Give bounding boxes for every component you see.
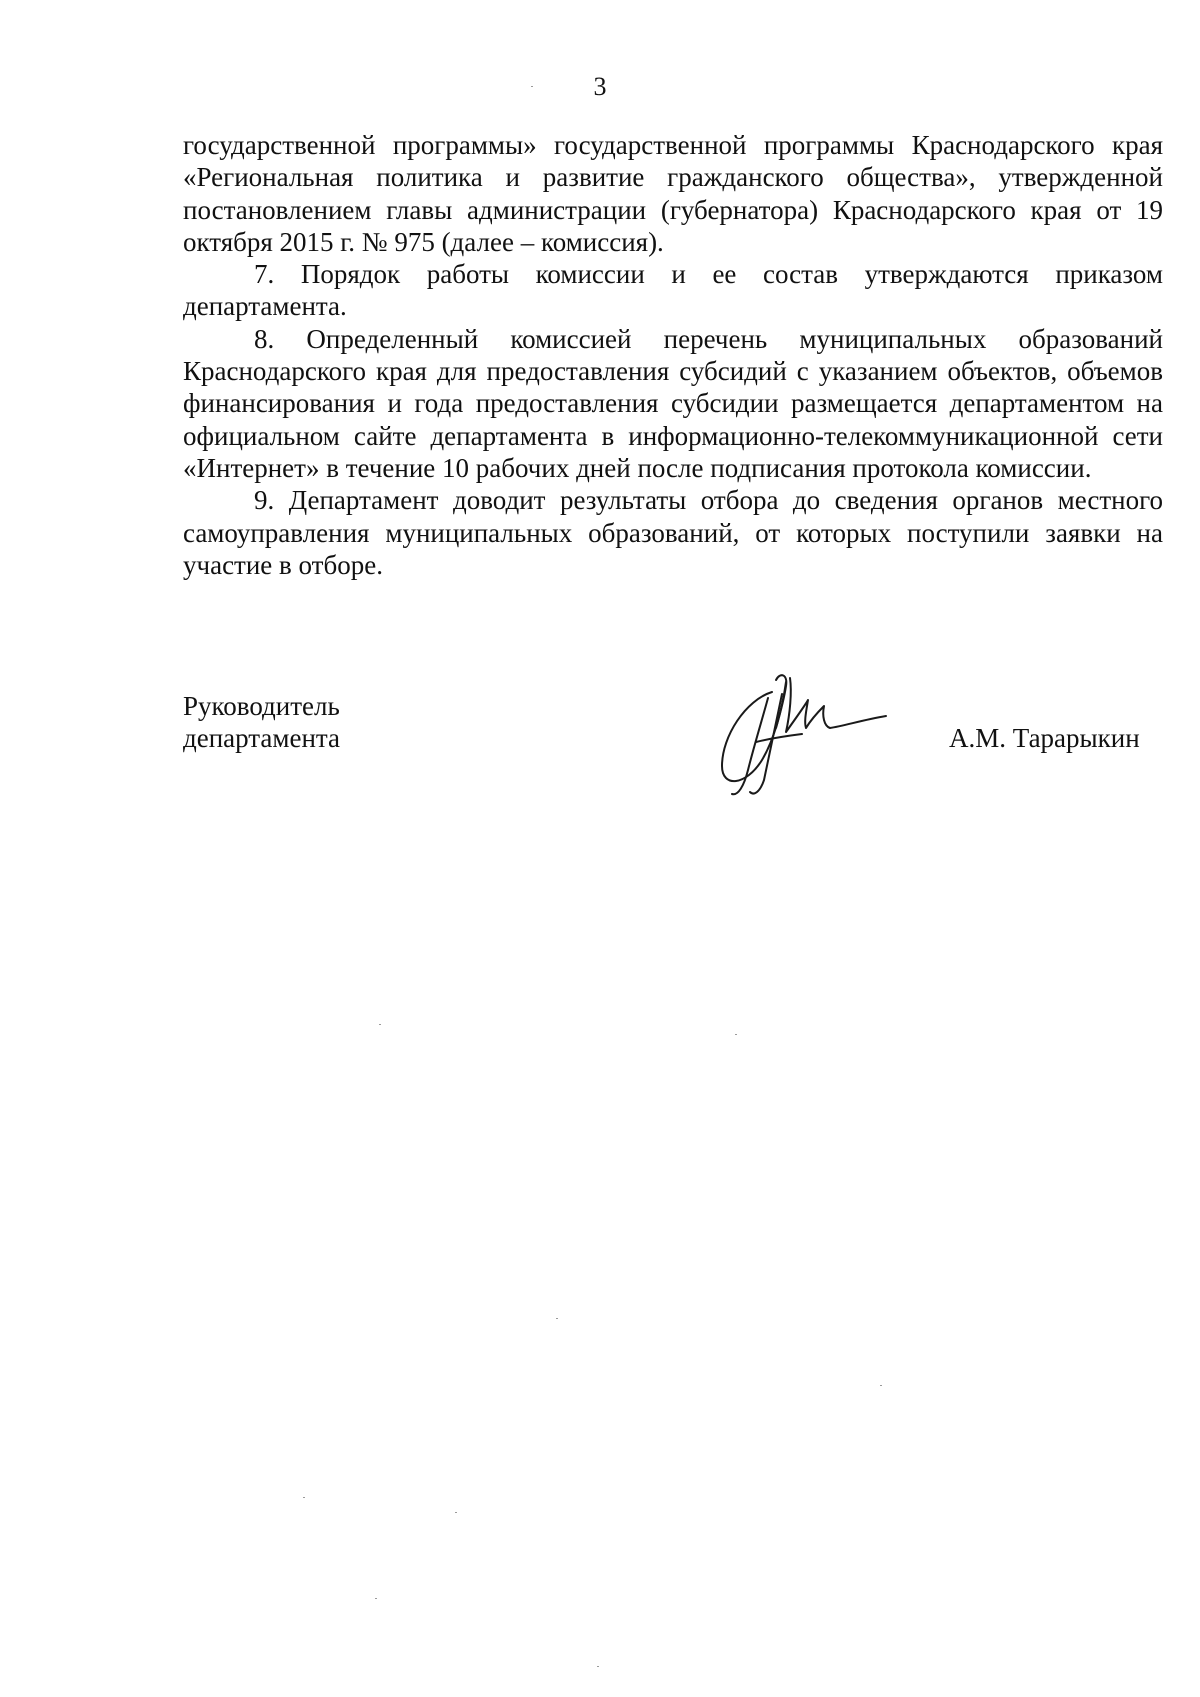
- paragraph-item-7: 7. Порядок работы комиссии и ее состав утверждаются приказом департамента.: [183, 259, 1163, 322]
- signatory-title: [183, 690, 340, 754]
- scan-speck: [735, 1034, 737, 1035]
- signatory-name: А.М. Тарарыкин: [949, 723, 1140, 753]
- handwritten-signature-icon: [710, 670, 910, 800]
- paragraph-item-8: 8. Определенный комиссией перечень муниципальных образований Краснодарского края для предоставления субсидий с указанием объектов, объемов финансирования и года предоставления субсидии размещается департаментом на официальном сайте департамента в информационно-телекоммуникационной сети «Интернет» в течение 10 рабочих дней после подписания протокола комиссии.: [183, 323, 1163, 483]
- scan-speck: [597, 1666, 599, 1667]
- scan-speck: [455, 1512, 457, 1513]
- paragraph-continuation: государственной программы» государственной программы Краснодарского края «Региональная политика и развитие гражданского общества», утвержденной постановлением главы администрации (губернатора) Краснодарского края от 19 октября 2015 г. № 975 (далее – комиссия).: [183, 130, 1163, 257]
- scan-speck: [379, 1024, 381, 1025]
- scan-speck: [531, 86, 533, 87]
- scan-speck: [880, 1385, 882, 1386]
- document-body: [183, 129, 1163, 581]
- signatory-title-line-2: департамента: [183, 723, 341, 753]
- scan-speck: [556, 1318, 558, 1319]
- signature-block: [183, 690, 1163, 810]
- scan-speck: [303, 1497, 305, 1498]
- scan-speck: [375, 1598, 377, 1599]
- paragraph-item-9: 9. Департамент доводит результаты отбора до сведения органов местного самоуправления муниципальных образований, от которых поступили заявки на участие в отборе.: [183, 485, 1163, 580]
- page-number: 3: [593, 72, 607, 101]
- signatory-title-line-1: Руководитель: [183, 691, 340, 721]
